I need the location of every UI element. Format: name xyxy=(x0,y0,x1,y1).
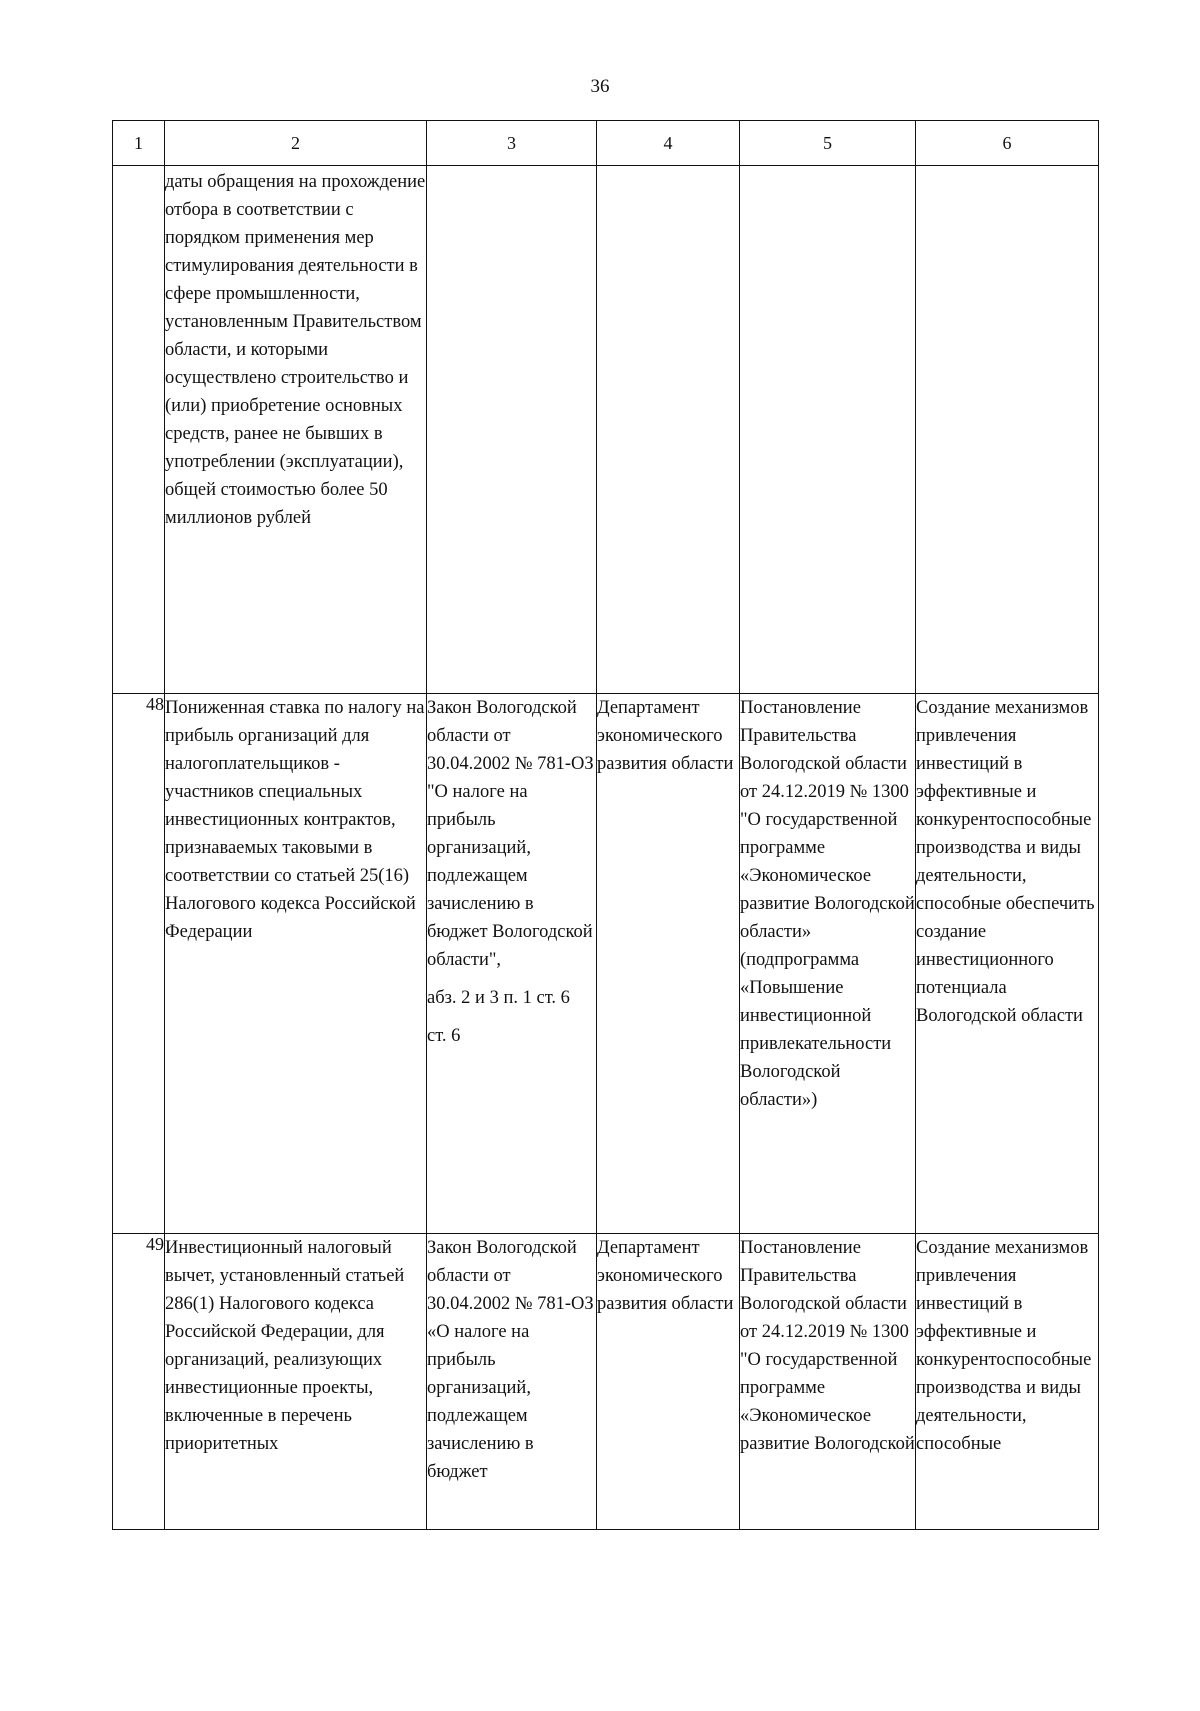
cell-num: 48 xyxy=(113,694,165,1234)
table-row xyxy=(113,1234,1099,1530)
law-text: Закон Вологодской области от 30.04.2002 № 781-ОЗ "О налоге на прибыль организаций, подлежащем зачислению в бюджет Вологодской области", xyxy=(427,698,594,970)
header-col-5: 5 xyxy=(740,121,916,166)
cell-num: 49 xyxy=(113,1234,165,1530)
law-reference: ст. 6 xyxy=(427,1026,461,1046)
table-row-continuation xyxy=(113,166,1099,694)
law-reference: абз. 2 и 3 п. 1 ст. 6 xyxy=(427,988,570,1008)
cell-program xyxy=(740,166,916,694)
cell-goal: Создание механизмов привлечения инвестиций в эффективные и конкурентоспособные производства и виды деятельности, способные xyxy=(916,1234,1099,1530)
cell-goal: Создание механизмов привлечения инвестиций в эффективные и конкурентоспособные производства и виды деятельности, способные обеспечить создание инвестиционного потенциала Вологодской области xyxy=(916,694,1099,1234)
cell-description: Пониженная ставка по налогу на прибыль организаций для налогоплательщиков - участников специальных инвестиционных контрактов, признаваемых таковыми в соответствии со статьей 25(16) Налогового кодекса Российской Федерации xyxy=(165,694,427,1234)
header-col-2: 2 xyxy=(165,121,427,166)
cell-department: Департамент экономического развития области xyxy=(597,1234,740,1530)
cell-law xyxy=(427,694,597,1234)
cell-description: Инвестиционный налоговый вычет, установленный статьей 286(1) Налогового кодекса Российской Федерации, для организаций, реализующих инвестиционные проекты, включенные в перечень приоритетных xyxy=(165,1234,427,1530)
header-col-6: 6 xyxy=(916,121,1099,166)
cell-program: Постановление Правительства Вологодской области от 24.12.2019 № 1300 "О государственной программе «Экономическое развитие Вологодской области» (подпрограмма «Повышение инвестиционной привлекательности Вологодской области») xyxy=(740,694,916,1234)
header-col-3: 3 xyxy=(427,121,597,166)
cell-description: даты обращения на прохождение отбора в соответствии с порядком применения мер стимулирования деятельности в сфере промышленности, установленным Правительством области, и которыми осуществлено строительство и (или) приобретение основных средств, ранее не бывших в употреблении (эксплуатации), общей стоимостью более 50 миллионов рублей xyxy=(165,166,427,694)
page-number: 36 xyxy=(590,76,610,97)
header-col-1: 1 xyxy=(113,121,165,166)
cell-goal xyxy=(916,166,1099,694)
cell-law: Закон Вологодской области от 30.04.2002 № 781-ОЗ «О налоге на прибыль организаций, подлежащем зачислению в бюджет xyxy=(427,1234,597,1530)
header-row xyxy=(113,121,1099,166)
cell-law xyxy=(427,166,597,694)
cell-num xyxy=(113,166,165,694)
table-row xyxy=(113,694,1099,1234)
tax-benefits-table xyxy=(112,120,1099,1530)
cell-department xyxy=(597,166,740,694)
cell-program: Постановление Правительства Вологодской области от 24.12.2019 № 1300 "О государственной программе «Экономическое развитие Вологодской xyxy=(740,1234,916,1530)
header-col-4: 4 xyxy=(597,121,740,166)
cell-department: Департамент экономического развития области xyxy=(597,694,740,1234)
